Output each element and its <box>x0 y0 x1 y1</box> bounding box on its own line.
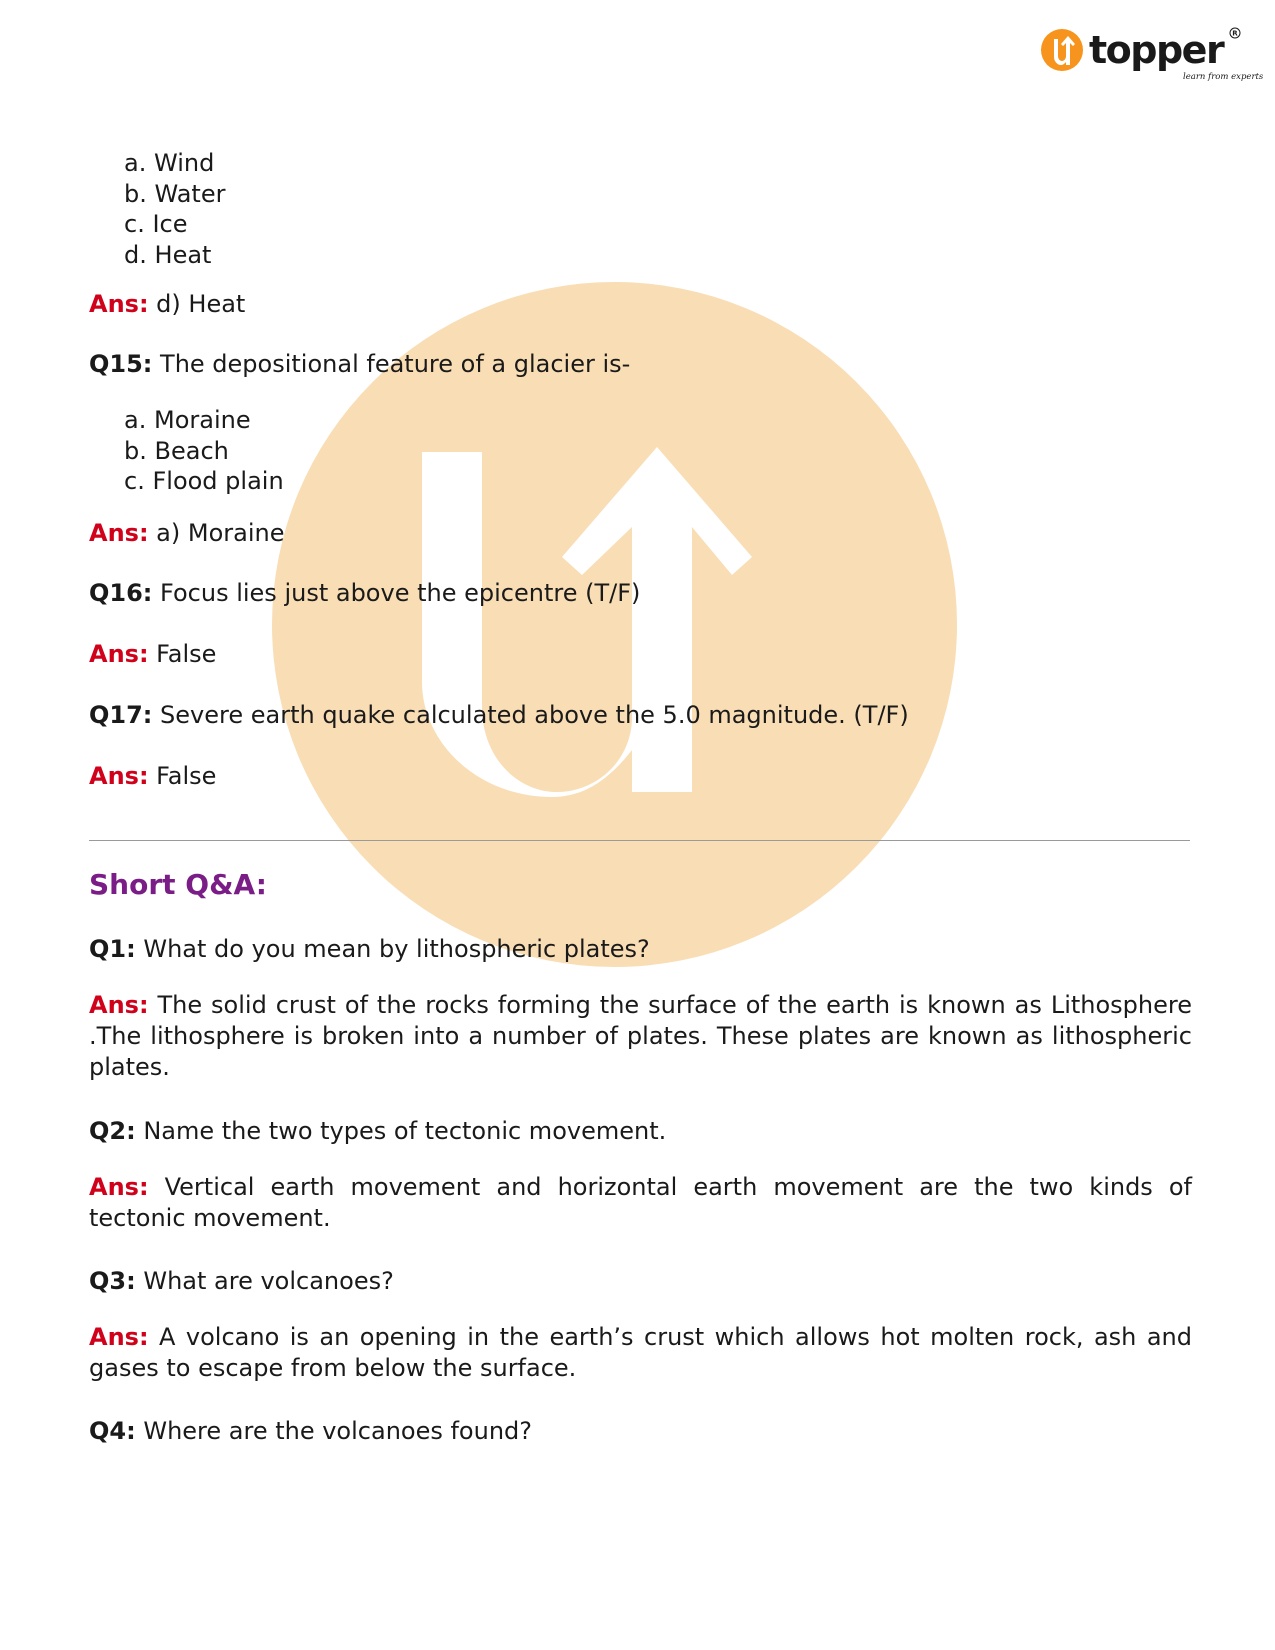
topper-watermark-logo <box>272 282 957 967</box>
option-item: b. Water <box>124 179 226 208</box>
section-divider <box>89 840 1190 841</box>
answer-label: Ans: <box>89 1173 149 1201</box>
answer-text: The solid crust of the rocks forming the surface of the earth is known as Lithosphere .The lithosphere is broken into a number of plates. These plates are known as lithospheric plates. <box>89 991 1192 1081</box>
question-text: What do you mean by lithospheric plates? <box>135 935 650 963</box>
svg-text:learn from experts: learn from experts <box>1183 72 1264 82</box>
answer-17 <box>89 762 216 790</box>
question-text: Severe earth quake calculated above the 5.0 magnitude. (T/F) <box>152 701 909 729</box>
question-text: Where are the volcanoes found? <box>135 1417 533 1445</box>
q15-options <box>124 405 284 497</box>
question-label: Q3: <box>89 1267 136 1295</box>
answer-14 <box>89 290 245 318</box>
option-item: c. Flood plain <box>124 467 284 495</box>
question-text: What are volcanoes? <box>135 1267 394 1295</box>
option-item: d. Heat <box>124 240 212 269</box>
short-answer-1 <box>89 990 1192 1083</box>
short-answer-2 <box>89 1172 1192 1234</box>
question-text: The depositional feature of a glacier is- <box>152 350 631 378</box>
answer-label: Ans: <box>89 640 149 668</box>
question-label: Q17: <box>89 701 153 729</box>
option-item: a. Wind <box>124 149 215 177</box>
option-item: b. Beach <box>124 436 229 465</box>
svg-text:topper: topper <box>1089 28 1224 72</box>
short-question-2 <box>89 1117 666 1145</box>
answer-label: Ans: <box>89 1323 149 1351</box>
question-16 <box>89 579 640 607</box>
svg-text:R: R <box>1232 29 1238 38</box>
topper-logo <box>1040 26 1264 86</box>
option-item: a. Moraine <box>124 406 251 434</box>
answer-15 <box>89 519 284 547</box>
question-text: Focus lies just above the epicentre (T/F) <box>152 579 641 607</box>
short-answer-3 <box>89 1322 1192 1384</box>
answer-label: Ans: <box>89 519 149 547</box>
question-label: Q1: <box>89 935 136 963</box>
answer-label: Ans: <box>89 290 149 318</box>
q14-options <box>124 148 225 270</box>
answer-text: d) Heat <box>148 290 246 318</box>
answer-text: Vertical earth movement and horizontal earth movement are the two kinds of tectonic movement. <box>89 1173 1192 1232</box>
answer-label: Ans: <box>89 762 149 790</box>
question-label: Q15: <box>89 350 153 378</box>
answer-text: False <box>148 762 217 790</box>
question-label: Q16: <box>89 579 153 607</box>
answer-label: Ans: <box>89 991 149 1019</box>
question-label: Q2: <box>89 1117 136 1145</box>
question-17 <box>89 701 909 729</box>
answer-text: False <box>148 640 217 668</box>
question-15 <box>89 350 630 378</box>
short-qa-heading: Short Q&A: <box>89 868 267 901</box>
short-question-4 <box>89 1417 532 1445</box>
answer-16 <box>89 640 216 668</box>
question-label: Q4: <box>89 1417 136 1445</box>
answer-text: a) Moraine <box>148 519 285 547</box>
question-text: Name the two types of tectonic movement. <box>135 1117 667 1145</box>
option-item: c. Ice <box>124 210 188 238</box>
short-question-1 <box>89 935 650 963</box>
short-question-3 <box>89 1267 394 1295</box>
answer-text: A volcano is an opening in the earth’s crust which allows hot molten rock, ash and gases to escape from below the surface. <box>89 1323 1192 1382</box>
